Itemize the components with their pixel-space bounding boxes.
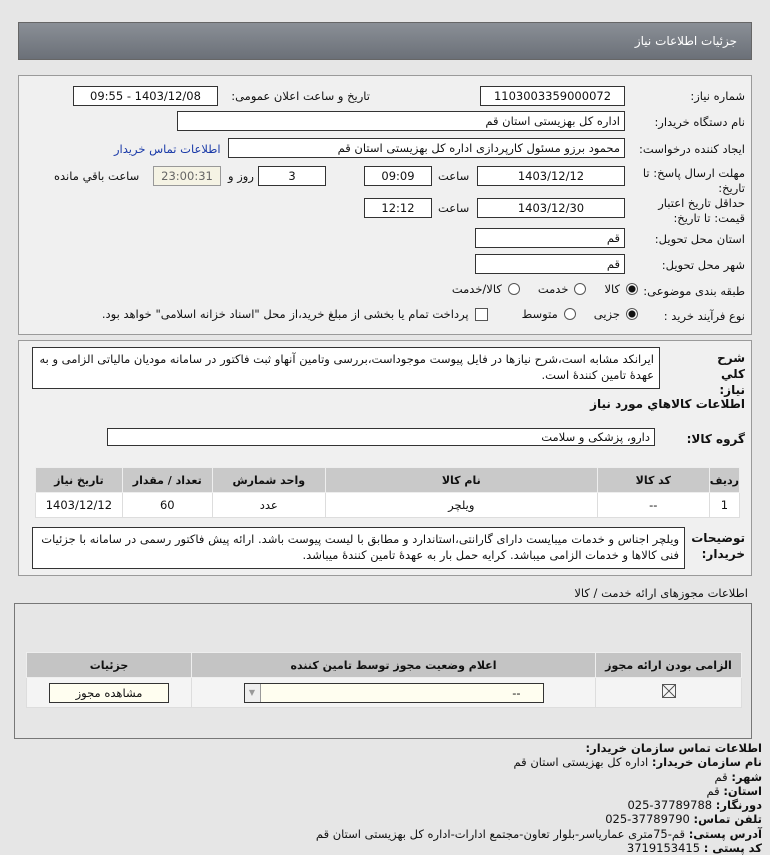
contact-city: شهر: قم: [714, 769, 762, 784]
contact-info: [316, 741, 762, 855]
validity-label: حداقل تاریخ اعتبار قیمت: تا تاریخ:: [658, 196, 745, 225]
permit-status-select[interactable]: [244, 683, 544, 703]
category-option-label: کالا: [604, 282, 620, 296]
view-permit-button[interactable]: مشاهده مجوز: [49, 683, 169, 703]
deadline-date-field: 1403/12/12: [477, 166, 625, 186]
col-row: ردیف: [709, 468, 739, 493]
need-number-field: 1103003359000072: [480, 86, 625, 106]
table-row: [36, 493, 740, 518]
col-permit-status: اعلام وضعیت مجوز توسط تامین کننده: [192, 653, 596, 678]
validity-time-label: ساعت: [438, 201, 470, 215]
category-radio-service[interactable]: [574, 283, 586, 295]
cell-qty: 60: [122, 493, 212, 518]
purchase-type-label: نوع فرآیند خرید :: [663, 309, 745, 323]
purchase-option-label: جزیی: [593, 307, 620, 321]
cell-unit: عدد: [212, 493, 325, 518]
category-radio-goods[interactable]: [626, 283, 638, 295]
summary-label: شرح كلي نياز:: [717, 351, 745, 397]
city-field: قم: [475, 254, 625, 274]
announce-label: تاریخ و ساعت اعلان عمومی:: [231, 89, 370, 103]
notes-text: ویلچر اجناس و خدمات میبایست دارای گارانتی،استاندارد و مطابق با لیست پیوست باشد. ارائه پیش فاکتور رسمی در سامانه با جزئیات فنی کالاها و خدمات الزامی میباشد. کرایه حمل بار به عهدهٔ تامین کنندهٔ میباشد.: [32, 527, 685, 569]
cell-row: 1: [709, 493, 739, 518]
goods-table-header: [36, 468, 740, 493]
buyer-contact-link[interactable]: اطلاعات تماس خریدار: [114, 142, 221, 156]
notes-label: توضیحات خریدار:: [691, 531, 745, 561]
col-date: تاریخ نیاز: [36, 468, 123, 493]
contact-title: اطلاعات تماس سازمان خریدار:: [585, 741, 762, 755]
col-unit: واحد شمارش: [212, 468, 325, 493]
creator-label: ایجاد کننده درخواست:: [639, 142, 745, 156]
treasury-payment-checkbox[interactable]: [475, 308, 488, 321]
permits-title: اطلاعات مجوزهای ارائه خدمت / کالا: [574, 586, 748, 600]
category-radio-goods-service[interactable]: [508, 283, 520, 295]
permit-details-cell: [27, 678, 192, 708]
cell-name: ویلچر: [325, 493, 597, 518]
col-permit-required: الزامی بودن ارائه مجوز: [596, 653, 742, 678]
days-field: 3: [258, 166, 326, 186]
buyer-org-field: اداره کل بهزیستی استان قم: [177, 111, 625, 131]
category-radio-group: [452, 282, 638, 296]
col-qty: تعداد / مقدار: [122, 468, 212, 493]
category-option-label: کالا/خدمت: [451, 282, 502, 296]
category-option-label: خدمت: [537, 282, 569, 296]
col-code: کد کالا: [597, 468, 709, 493]
permit-status-value: --: [512, 685, 521, 700]
table-row: [27, 678, 742, 708]
permit-status-cell: [192, 678, 596, 708]
contact-phone: تلفن تماس: 37789790-025: [605, 812, 762, 827]
contact-province: استان: قم: [706, 783, 762, 798]
buyer-org-label: نام دستگاه خریدار:: [654, 115, 745, 129]
goods-group-field: دارو، پزشکی و سلامت: [107, 428, 655, 446]
summary-text: ایرانکد مشابه است،شرح نیازها در فایل پیوست موجوداست،بررسی وتامین آنهاو ثبت فاکتور در سامانه مودیان مالیاتی الزامی و به عهدهٔ تامین کنندهٔ است.: [32, 347, 660, 389]
page-title: جزئیات اطلاعات نیاز: [634, 34, 737, 48]
contact-address: آدرس پستی: قم-75متری عماریاسر-بلوار تعاون-مجتمع ادارات-اداره کل بهزیستی استان قم: [315, 826, 762, 841]
cell-code: --: [597, 493, 709, 518]
need-number-label: شماره نیاز:: [690, 89, 745, 103]
province-label: استان محل تحویل:: [654, 232, 745, 246]
contact-fax: دورنگار: 37789788-025: [627, 798, 762, 813]
purchase-option-label: متوسط: [521, 307, 558, 321]
province-field: قم: [475, 228, 625, 248]
validity-date-field: 1403/12/30: [477, 198, 625, 218]
permit-required-cell: [596, 678, 742, 708]
goods-group-label: گروه کالا:: [686, 432, 745, 446]
deadline-label: مهلت ارسال پاسخ: تا تاریخ:: [642, 166, 745, 195]
remaining-time-field: 23:00:31: [153, 166, 221, 186]
payment-note: پرداخت تمام یا بخشی از مبلغ خرید،از محل "اسناد خزانه اسلامی" خواهد بود.: [101, 307, 469, 321]
purchase-radio-medium[interactable]: [564, 308, 576, 320]
city-label: شهر محل تحویل:: [661, 258, 745, 272]
page-header: [18, 22, 752, 60]
days-label: روز و: [228, 169, 254, 183]
col-permit-details: جزئیات: [27, 653, 192, 678]
chevron-down-icon[interactable]: ▼: [245, 684, 261, 702]
contact-postal-code: کد پستی : 3719153415: [626, 841, 762, 855]
purchase-radio-minor[interactable]: [626, 308, 638, 320]
purchase-radio-group: [102, 307, 638, 321]
creator-field: محمود برزو مسئول کارپردازی اداره کل بهزیستی استان قم: [228, 138, 625, 158]
checkbox-crossed-icon: [662, 684, 676, 698]
contact-org: نام سازمان خریدار: اداره کل بهزیستی استان قم: [513, 755, 762, 770]
category-label: طبقه بندی موضوعی:: [643, 284, 745, 298]
cell-date: 1403/12/12: [36, 493, 123, 518]
deadline-time-label: ساعت: [438, 169, 470, 183]
announce-field: 1403/12/08 - 09:55: [73, 86, 218, 106]
remaining-label: ساعت باقي مانده: [54, 169, 140, 183]
deadline-time-field: 09:09: [364, 166, 432, 186]
permits-table: [26, 652, 742, 708]
col-name: نام کالا: [325, 468, 597, 493]
goods-heading: اطلاعات كالاهاي مورد نياز: [590, 397, 745, 411]
validity-time-field: 12:12: [364, 198, 432, 218]
goods-table: [35, 467, 740, 518]
